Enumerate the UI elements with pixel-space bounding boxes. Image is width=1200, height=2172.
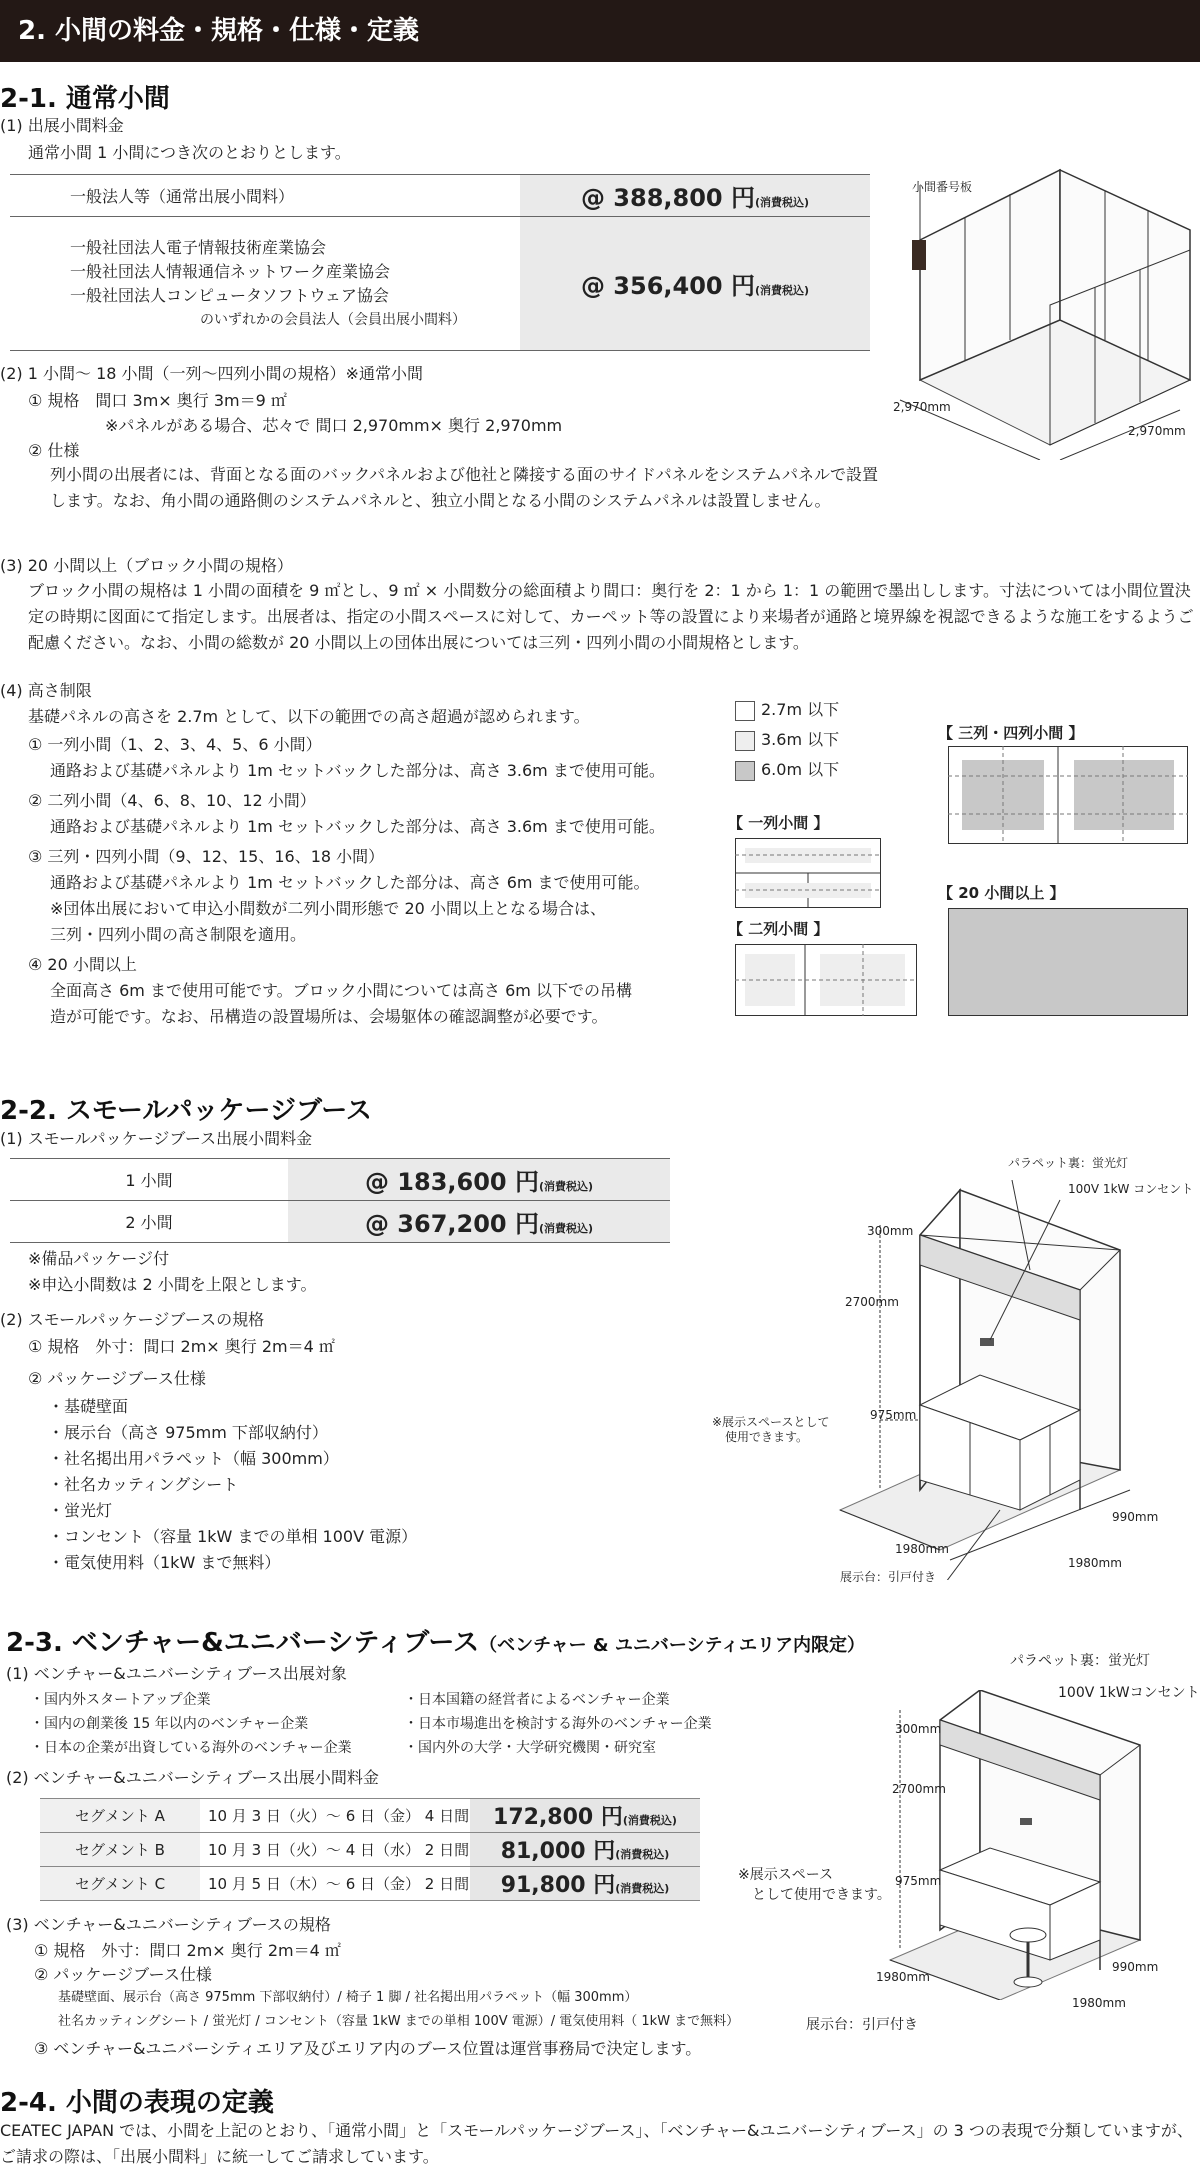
ichi-label: 【 一列小間 】 [728, 814, 829, 832]
list-item: ・日本の企業が出資している海外のベンチャー企業 [30, 1740, 352, 1756]
small-fee-heading: (1) スモールパッケージブース出展小間料金 [0, 1129, 313, 1148]
venture-position: ③ ベンチャー&ユニバーシティエリア及びエリア内のブース位置は運営事務局で決定します。 [34, 2039, 702, 2058]
list-item: ・社名カッティングシート [48, 1475, 239, 1494]
venture-pkg-line1: 基礎壁面、展示台（高さ 975mm 下部収納付）/ 椅子 1 脚 / 社名掲出用パラペット（幅 300mm） [58, 1990, 638, 2005]
list-item: ・国内外の大学・大学研究機関・研究室 [404, 1740, 656, 1756]
standard-fee-table [10, 174, 870, 351]
list-item: ・展示台（高さ 975mm 下部収納付） [48, 1423, 328, 1442]
legend-swatch [735, 761, 755, 781]
dim-300: 300mm [867, 1224, 914, 1238]
segment-dates: 10 月 5 日（木）〜 6 日（金） 2 日間 [200, 1867, 470, 1901]
venture-space-note: ※展示スペース [738, 1867, 834, 1883]
fee-price: @ 367,200 円(消費税込) [288, 1201, 670, 1243]
spec-shiyo-heading: ② 仕様 [28, 441, 80, 460]
outlet-label: 100V 1kW コンセント [1068, 1182, 1194, 1196]
legend-36: 3.6m 以下 [735, 727, 839, 753]
dim-width: 2,970mm [893, 400, 951, 414]
small-pkg-heading: ② パッケージブース仕様 [28, 1369, 206, 1388]
venture-fee-heading: (2) ベンチャー&ユニバーシティブース出展小間料金 [6, 1768, 379, 1787]
height-c4: 三列・四列小間の高さ制限を適用。 [50, 925, 307, 944]
dim-depth: 2,970mm [1128, 424, 1186, 438]
section-2-1-title: 2-1. 通常小間 [0, 84, 170, 114]
venture-pkg-line2: 社名カッティングシート / 蛍光灯 / コンセント（容量 1kW までの単相 100V 電源）/ 電気使用料（ 1kW まで無料） [58, 2014, 740, 2029]
height-d3: 造が可能です。なお、吊構造の設置場所は、会場躯体の確認調整が必要です。 [50, 1007, 608, 1026]
table-row [10, 1159, 670, 1201]
height-a2: 通路および基礎パネルより 1m セットバックした部分は、高さ 3.6m まで使用可能。 [50, 761, 665, 780]
segment-price: 81,000 円(消費税込) [470, 1833, 700, 1867]
small-spec-size: ① 規格 外寸：間口 2m× 奥行 2m＝4 ㎡ [28, 1337, 335, 1356]
legend-swatch [735, 701, 755, 721]
dim-975: 975mm [870, 1408, 917, 1422]
dim-990: 990mm [1112, 1510, 1159, 1524]
outlet-icon [980, 1338, 994, 1346]
twenty-label: 【 20 小間以上 】 [938, 884, 1065, 902]
small-note-2: ※申込小間数は 2 小間を上限とします。 [28, 1275, 317, 1294]
segment-price: 172,800 円(消費税込) [470, 1799, 700, 1833]
table-row [10, 217, 870, 351]
parapet-label: パラペット裏：蛍光灯 [1008, 1156, 1129, 1170]
fee-price: @ 183,600 円(消費税込) [288, 1159, 670, 1201]
member-price: @ 356,400 円(消費税込) [520, 217, 870, 351]
venture-dim-975: 975mm [895, 1874, 942, 1888]
list-item: ・日本国籍の経営者によるベンチャー企業 [404, 1692, 670, 1708]
height-b: ② 二列小間（4、6、8、10、12 小間） [28, 791, 316, 810]
dim-1980-b: 1980mm [1068, 1556, 1122, 1570]
venture-dim-2700: 2700mm [892, 1782, 946, 1796]
dim-2700: 2700mm [845, 1295, 899, 1309]
booth-number-plate-label: 小間番号板 [912, 180, 973, 194]
section-2-3-title: 2-3. ベンチャー&ユニバーシティブース（ベンチャー & ユニバーシティエリア内限定） [6, 1628, 866, 1658]
venture-spec-heading: (3) ベンチャー&ユニバーシティブースの規格 [6, 1915, 331, 1934]
fee-heading: (1) 出展小間料金 [0, 116, 124, 135]
section-header: 2. 小間の料金・規格・仕様・定義 [0, 0, 1200, 62]
fee-label: 2 小間 [10, 1201, 288, 1243]
list-item: ・国内外スタートアップ企業 [30, 1692, 211, 1708]
spec-size: ① 規格 間口 3m× 奥行 3m＝9 ㎡ [28, 391, 287, 410]
spec-heading: (2) 1 小間〜 18 小間（一列〜四列小間の規格）※通常小間 [0, 364, 423, 383]
block-text: ブロック小間の規格は 1 小間の面積を 9 ㎡とし、9 ㎡ × 小間数分の総面積より間口：奥行を 2：1 から 1：1 の範囲で墨出しします。寸法については小間位置決定の時期に図面にて指定します。出展者は、指定の小間スペースに対して、カーペット等の設置により来場者が通路と境界線を視認できるような施工をするようご配慮ください。なお、小間の総数が 20 小間以上の団体出展については三列・四列小間の小間規格とします。 [28, 581, 1194, 652]
height-heading: (4) 高さ制限 [0, 681, 92, 700]
segment-dates: 10 月 3 日（火）〜 4 日（水） 2 日間 [200, 1833, 470, 1867]
venture-target-heading: (1) ベンチャー&ユニバーシティブース出展対象 [6, 1664, 347, 1683]
space-note-2: 使用できます。 [725, 1430, 809, 1444]
san-label: 【 三列・四列小間 】 [938, 724, 1084, 742]
legend-27: 2.7m 以下 [735, 697, 839, 723]
segment-label: セグメント C [40, 1867, 200, 1901]
booth-number-plate [912, 240, 926, 270]
fee-label: 1 小間 [10, 1159, 288, 1201]
list-item: ・基礎壁面 [48, 1397, 129, 1416]
definition-text: CEATEC JAPAN では、小間を上記のとおり、「通常小間」と「スモールパッケージブース」、「ベンチャー&ユニバーシティブース」の 3 つの表現で分類していますが、ご請求の際は、「出展小間料」に統一してご請求しています。 [0, 2121, 1193, 2166]
list-item: ・国内の創業後 15 年以内のベンチャー企業 [30, 1716, 309, 1732]
venture-pkg-heading: ② パッケージブース仕様 [34, 1965, 212, 1984]
height-d2: 全面高さ 6m まで使用可能です。ブロック小間については高さ 6m 以下での吊構 [50, 981, 632, 1000]
legend-60: 6.0m 以下 [735, 757, 839, 783]
height-c3: ※団体出展において申込小間数が二列小間形態で 20 小間以上となる場合は、 [50, 899, 606, 918]
segment-dates: 10 月 3 日（火）〜 6 日（金） 4 日間 [200, 1799, 470, 1833]
section-2-2-title: 2-2. スモールパッケージブース [0, 1096, 372, 1126]
ni-label: 【 二列小間 】 [728, 920, 829, 938]
fee-label: 一般法人等（通常出展小間料） [10, 175, 520, 217]
venture-space-note-2: として使用できます。 [752, 1887, 891, 1903]
venture-dim-300: 300mm [895, 1722, 942, 1736]
small-note-1: ※備品パッケージ付 [28, 1249, 170, 1268]
table-row [40, 1833, 700, 1867]
fee-price: @ 388,800 円(消費税込) [520, 175, 870, 217]
list-item: ・コンセント（容量 1kW までの単相 100V 電源） [48, 1527, 418, 1546]
height-b2: 通路および基礎パネルより 1m セットバックした部分は、高さ 3.6m まで使用可能。 [50, 817, 665, 836]
height-a: ① 一列小間（1、2、3、4、5、6 小間） [28, 735, 322, 754]
height-d: ④ 20 小間以上 [28, 955, 137, 974]
venture-spec-size: ① 規格 外寸：間口 2m× 奥行 2m＝4 ㎡ [34, 1941, 341, 1960]
ichi-diagram [735, 838, 881, 908]
space-note: ※展示スペースとして [712, 1415, 830, 1429]
list-item: ・日本市場進出を検討する海外のベンチャー企業 [404, 1716, 712, 1732]
member-label: 一般社団法人電子情報技術産業協会 一般社団法人情報通信ネットワーク産業協会 一般社団法人コンピュータソフトウェア協会 のいずれかの会員法人（会員出展小間料） [10, 217, 520, 351]
outlet-icon [1020, 1818, 1032, 1825]
table-row [10, 1201, 670, 1243]
small-pkg-list [48, 1394, 417, 1576]
list-item: ・社名掲出用パラペット（幅 300mm） [48, 1449, 339, 1468]
venture-parapet-label: パラペット裏：蛍光灯 [1010, 1653, 1150, 1669]
height-c2: 通路および基礎パネルより 1m セットバックした部分は、高さ 6m まで使用可能。 [50, 873, 650, 892]
table-row [40, 1867, 700, 1901]
table-row [10, 175, 870, 217]
venture-dim-1980-b: 1980mm [1072, 1996, 1126, 2010]
booth-diagram [880, 160, 1200, 460]
small-spec-heading: (2) スモールパッケージブースの規格 [0, 1310, 265, 1329]
spec-shiyo-text: 列小間の出展者には、背面となる面のバックパネルおよび他社と隣接する面のサイドパネルをシステムパネルで設置します。なお、角小間の通路側のシステムパネルと、独立小間となる小間のシステムパネルは設置しません。 [50, 465, 879, 510]
venture-targets-left [30, 1688, 352, 1760]
table-row [40, 1799, 700, 1833]
venture-booth-diagram [880, 1690, 1180, 2000]
venture-dim-990: 990mm [1112, 1960, 1159, 1974]
dim-1980-a: 1980mm [895, 1542, 949, 1556]
list-item: ・蛍光灯 [48, 1501, 113, 1520]
venture-fee-table [40, 1798, 700, 1901]
height-c: ③ 三列・四列小間（9、12、15、16、18 小間） [28, 847, 385, 866]
venture-stand-label: 展示台：引戸付き [806, 2017, 918, 2033]
block-heading: (3) 20 小間以上（ブロック小間の規格） [0, 556, 293, 575]
twenty-diagram [948, 908, 1188, 1016]
list-item: ・電気使用料（1kW まで無料） [48, 1553, 281, 1572]
spec-panel-note: ※パネルがある場合、芯々で 間口 2,970mm× 奥行 2,970mm [105, 416, 563, 435]
legend-swatch [735, 731, 755, 751]
stand-label: 展示台：引戸付き [840, 1570, 937, 1584]
height-text: 基礎パネルの高さを 2.7m として、以下の範囲での高さ超過が認められます。 [28, 707, 590, 726]
segment-price: 91,800 円(消費税込) [470, 1867, 700, 1901]
venture-targets-right [404, 1688, 712, 1760]
venture-outlet-label: 100V 1kWコンセント [1058, 1685, 1200, 1701]
san-diagram [948, 746, 1188, 844]
venture-dim-1980-a: 1980mm [876, 1970, 930, 1984]
segment-label: セグメント A [40, 1799, 200, 1833]
small-fee-table [10, 1158, 670, 1243]
section-2-4-title: 2-4. 小間の表現の定義 [0, 2088, 274, 2118]
ni-diagram [735, 944, 917, 1016]
fee-intro: 通常小間 1 小間につき次のとおりとします。 [28, 143, 351, 162]
segment-label: セグメント B [40, 1833, 200, 1867]
